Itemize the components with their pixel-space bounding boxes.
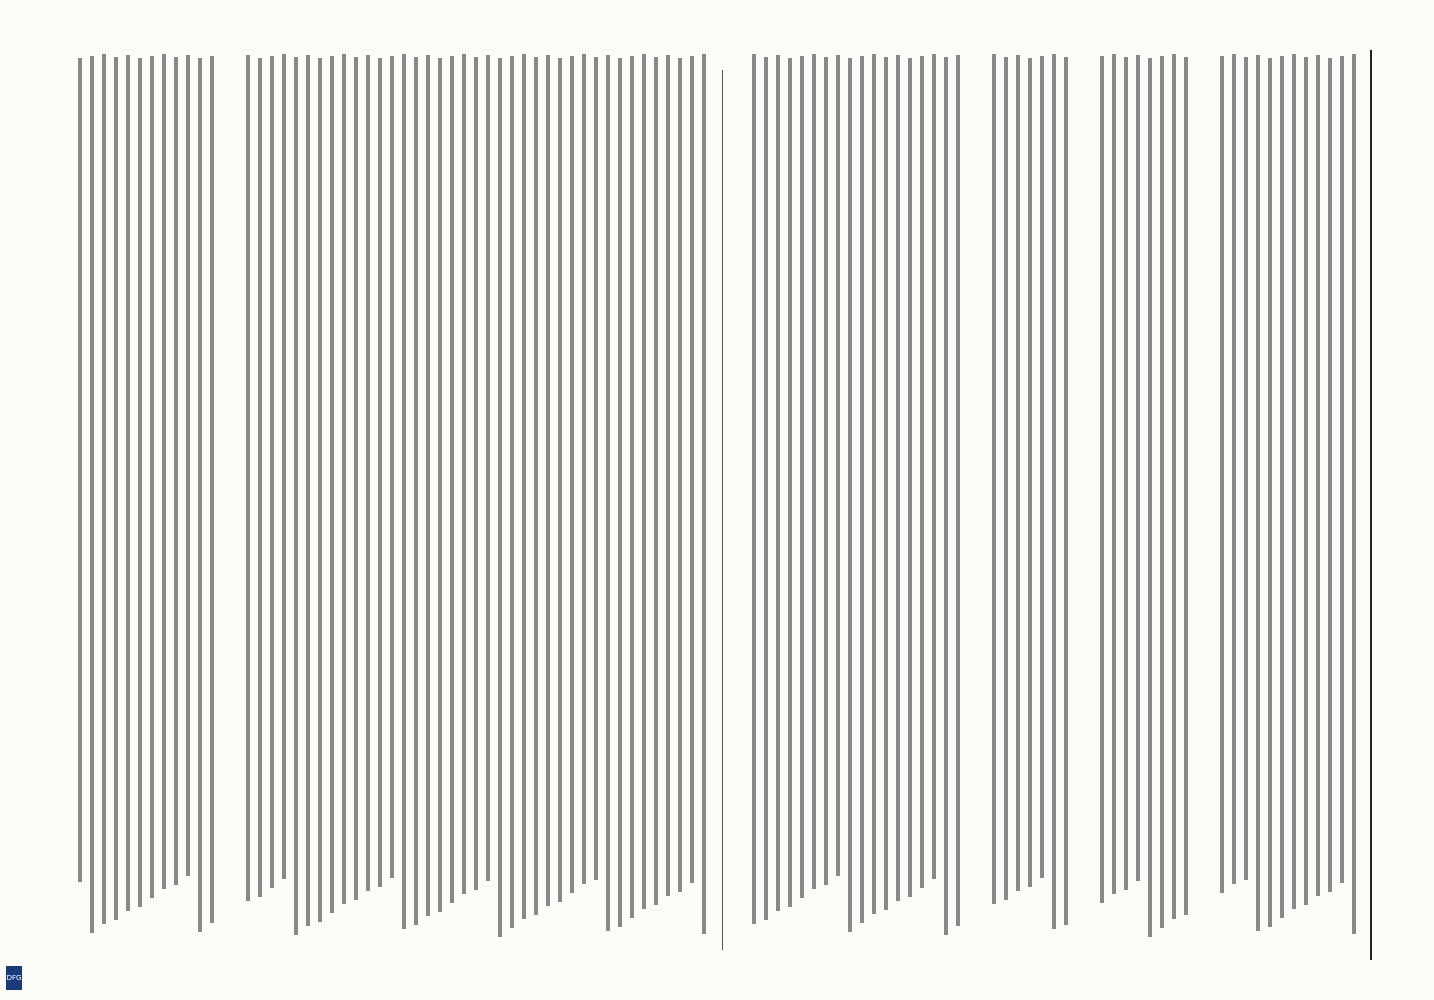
text-line (800, 56, 804, 898)
text-line (330, 56, 334, 913)
text-line (848, 58, 852, 932)
text-line (1340, 56, 1344, 883)
text-line (462, 54, 466, 894)
text-line (752, 54, 756, 924)
text-line (666, 55, 670, 896)
text-line (836, 55, 840, 876)
left-column (70, 48, 710, 968)
text-line (690, 56, 694, 883)
text-line (1124, 57, 1128, 890)
text-line (378, 58, 382, 887)
text-line (594, 57, 598, 880)
text-line (186, 55, 190, 876)
text-line (486, 55, 490, 881)
text-line (678, 58, 682, 892)
text-line (1172, 54, 1176, 919)
text-line (1316, 55, 1320, 896)
text-line (1100, 56, 1104, 903)
text-line (872, 54, 876, 914)
text-line (162, 54, 166, 889)
text-line (944, 57, 948, 935)
text-line (1220, 56, 1224, 893)
text-line (1112, 54, 1116, 894)
text-line (438, 58, 442, 912)
text-line (402, 54, 406, 929)
text-line (270, 56, 274, 888)
text-line (630, 56, 634, 918)
text-line (1328, 58, 1332, 892)
text-line (426, 55, 430, 916)
digitization-note (8, 60, 22, 960)
text-line (1052, 54, 1056, 929)
text-line (932, 54, 936, 879)
text-line (570, 56, 574, 893)
text-line (546, 55, 550, 906)
text-line (522, 54, 526, 919)
text-line (1040, 56, 1044, 878)
text-line (896, 55, 900, 901)
text-line (1256, 55, 1260, 931)
text-line (246, 55, 250, 901)
header-rule (1370, 50, 1372, 960)
text-line (956, 55, 960, 926)
text-line (150, 56, 154, 898)
text-line (1232, 54, 1236, 884)
text-line (824, 57, 828, 885)
text-line (1016, 55, 1020, 891)
text-line (78, 58, 82, 882)
text-line (342, 54, 346, 904)
text-line (1268, 58, 1272, 927)
text-line (1136, 55, 1140, 881)
text-line (992, 54, 996, 904)
text-line (414, 57, 418, 925)
text-line (764, 57, 768, 920)
text-line (1352, 54, 1356, 934)
text-line (102, 54, 106, 924)
text-line (258, 58, 262, 897)
text-line (498, 58, 502, 937)
text-line (1028, 58, 1032, 887)
text-line (534, 57, 538, 915)
right-column (740, 48, 1360, 968)
text-line (390, 56, 394, 878)
text-line (618, 58, 622, 927)
text-line (138, 58, 142, 907)
text-line (294, 57, 298, 935)
text-line (788, 58, 792, 907)
text-line (702, 54, 706, 934)
column-divider (722, 70, 723, 950)
text-line (198, 58, 202, 932)
text-line (642, 54, 646, 909)
text-line (558, 58, 562, 902)
text-line (582, 54, 586, 884)
text-line (1064, 57, 1068, 925)
text-line (1292, 54, 1296, 909)
text-line (1184, 57, 1188, 915)
text-line (812, 54, 816, 889)
text-line (90, 56, 94, 933)
text-line (126, 55, 130, 911)
text-line (606, 55, 610, 931)
text-line (1004, 57, 1008, 900)
text-line (860, 56, 864, 923)
text-line (474, 57, 478, 890)
dfg-logo: DFG (6, 966, 22, 990)
text-line (1280, 56, 1284, 918)
text-line (366, 55, 370, 891)
text-line (510, 56, 514, 928)
text-line (920, 56, 924, 888)
text-line (1160, 56, 1164, 928)
text-line (114, 57, 118, 920)
text-line (908, 58, 912, 897)
text-line (1304, 57, 1308, 905)
text-line (654, 57, 658, 905)
text-line (776, 55, 780, 911)
text-line (1148, 58, 1152, 937)
text-line (884, 57, 888, 910)
text-line (354, 57, 358, 900)
text-line (318, 58, 322, 922)
text-line (306, 55, 310, 926)
text-line (450, 56, 454, 903)
text-line (174, 57, 178, 885)
text-line (282, 54, 286, 879)
text-line (210, 56, 214, 923)
text-line (1244, 57, 1248, 880)
